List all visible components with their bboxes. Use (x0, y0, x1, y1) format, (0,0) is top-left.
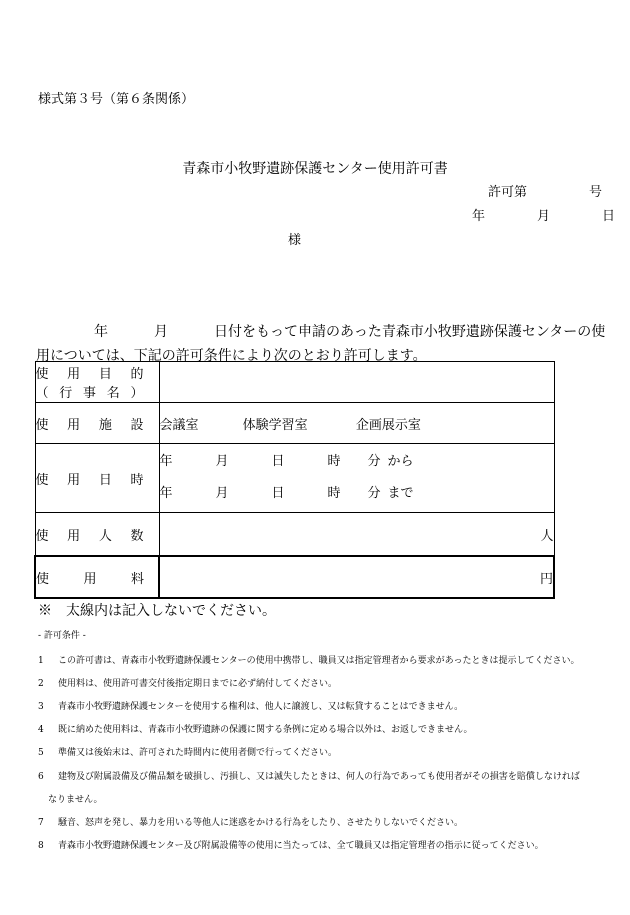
people-label-chars (36, 525, 144, 544)
condition-text: 使用料は、使用許可書交付後指定期日までに必ず納付してください。 (58, 679, 338, 689)
label-char: （ (35, 386, 49, 401)
label-char: 名 (106, 386, 120, 401)
label-char: 用 (67, 472, 81, 488)
condition-item (38, 676, 337, 689)
facility-label-chars (36, 414, 144, 433)
condition-text: なりません。 (48, 795, 103, 805)
date-month: 月 (537, 209, 551, 224)
condition-text: 青森市小牧野遺跡保護センター及び附属設備等の使用に当たっては、全て職員又は指定管理者の指示に従ってください。 (58, 841, 544, 851)
facility-meeting-room[interactable]: 会議室 (159, 417, 199, 433)
condition-number: 5 (38, 748, 44, 758)
condition-number: 6 (38, 772, 44, 782)
label-char: 用 (67, 417, 81, 433)
condition-item-continued (48, 792, 103, 805)
condition-text: 騒音、怒声を発し、暴力を用いる等他人に迷惑をかける行為をしたり、させたりしないでください。 (58, 818, 464, 828)
people-row (35, 513, 554, 557)
datetime-label-chars (36, 469, 144, 488)
form-number: 様式第３号（第６条関係） (38, 92, 195, 107)
permit-number (488, 181, 602, 200)
fee-label (35, 556, 159, 598)
from-label: から (387, 454, 414, 469)
label-char: 時 (130, 472, 144, 488)
datetime-row (35, 444, 554, 513)
facility-exhibition-room[interactable]: 企画展示室 (355, 417, 421, 433)
condition-number: 3 (38, 702, 44, 712)
purpose-label-line2 (36, 382, 144, 401)
label-char: 人 (98, 528, 112, 544)
purpose-label-line1 (36, 363, 144, 382)
label-char: 施 (98, 417, 112, 433)
issue-date (472, 205, 615, 224)
intro-month: 月 (154, 324, 168, 340)
unit-day: 日 (271, 486, 285, 501)
unit-hour: 時 (327, 454, 341, 469)
conditions-heading: - 許可条件 - (38, 631, 86, 641)
thick-border-note: ※ 太線内は記入しないでください。 (38, 603, 276, 619)
condition-item (38, 769, 580, 782)
datetime-end (160, 478, 554, 510)
condition-text: 青森市小牧野遺跡保護センターを使用する権利は、他人に譲渡し、又は転貸することはできません。 (58, 702, 464, 712)
label-char: 使 (36, 571, 50, 587)
addressee-suffix: 様 (288, 233, 302, 248)
facility-row (35, 403, 554, 444)
label-char: 使 (35, 528, 49, 544)
label-char: 数 (130, 528, 144, 544)
label-char: 設 (130, 417, 144, 433)
date-day: 日 (602, 209, 616, 224)
label-char: 使 (35, 417, 49, 433)
unit-month: 月 (215, 454, 229, 469)
people-label (35, 513, 159, 557)
label-char: 用 (67, 528, 81, 544)
unit-minute: 分 (367, 454, 381, 469)
condition-text: 準備又は後始末は、許可された時間内に使用者側で行ってください。 (58, 748, 338, 758)
condition-item (38, 699, 463, 712)
datetime-field[interactable] (159, 444, 554, 513)
datetime-label (35, 444, 159, 513)
condition-number: 8 (38, 841, 44, 851)
intro-text: 日付をもって申請のあった青森市小牧野遺跡保護センターの使用については、下記の許可条件により次のとおり許可します。 (36, 324, 606, 364)
label-char: 用 (83, 571, 97, 587)
unit-month: 月 (215, 486, 229, 501)
condition-number: 2 (38, 679, 44, 689)
condition-number: 4 (38, 725, 44, 735)
people-field[interactable] (159, 513, 554, 557)
facility-experience-room[interactable]: 体験学習室 (242, 417, 308, 433)
label-char: 目 (98, 367, 112, 382)
label-char: 事 (82, 386, 96, 401)
date-year: 年 (472, 209, 486, 224)
until-label: まで (387, 486, 414, 501)
intro-year: 年 (94, 324, 108, 340)
purpose-field[interactable] (159, 362, 554, 403)
purpose-row (35, 362, 554, 403)
facility-label (35, 403, 159, 444)
page-title: 青森市小牧野遺跡保護センター使用許可書 (182, 161, 448, 177)
facility-options (159, 403, 554, 444)
unit-day: 日 (271, 454, 285, 469)
fee-row (35, 556, 554, 598)
label-char: 日 (98, 472, 112, 488)
datetime-start (160, 446, 554, 478)
permit-prefix: 許可第 (488, 185, 528, 200)
label-char: 使 (35, 472, 49, 488)
unit-year: 年 (159, 486, 173, 501)
condition-number: 7 (38, 818, 44, 828)
unit-year: 年 (159, 454, 173, 469)
condition-text: 建物及び附属設備及び備品類を破損し、汚損し、又は滅失したときは、何人の行為であっても使用者がその損害を賠償しなければ (58, 772, 580, 782)
fee-label-chars (36, 568, 144, 587)
condition-item (38, 722, 473, 735)
purpose-label (35, 362, 159, 403)
condition-text: 既に納めた使用料は、青森市小牧野遺跡の保護に関する条例に定める場合以外は、お返しできません。 (58, 725, 473, 735)
permit-suffix: 号 (589, 185, 603, 200)
label-char: 料 (130, 571, 144, 587)
fee-field (159, 556, 554, 598)
condition-item (38, 838, 544, 851)
condition-item (38, 653, 580, 666)
label-char: 行 (59, 386, 73, 401)
unit-minute: 分 (367, 486, 381, 501)
condition-text: この許可書は、青森市小牧野遺跡保護センターの使用中携帯し、職員又は指定管理者から要求があったときは提示してください。 (58, 656, 580, 666)
label-char: 使 (35, 367, 49, 382)
condition-item (38, 745, 337, 758)
condition-item (38, 815, 463, 828)
unit-hour: 時 (327, 486, 341, 501)
permit-table (34, 361, 555, 599)
label-char: 用 (67, 367, 81, 382)
condition-number: 1 (38, 656, 44, 666)
people-unit: 人 (540, 528, 554, 544)
label-char: 的 (130, 367, 144, 382)
label-char: ） (130, 386, 144, 401)
fee-unit: 円 (539, 571, 553, 587)
